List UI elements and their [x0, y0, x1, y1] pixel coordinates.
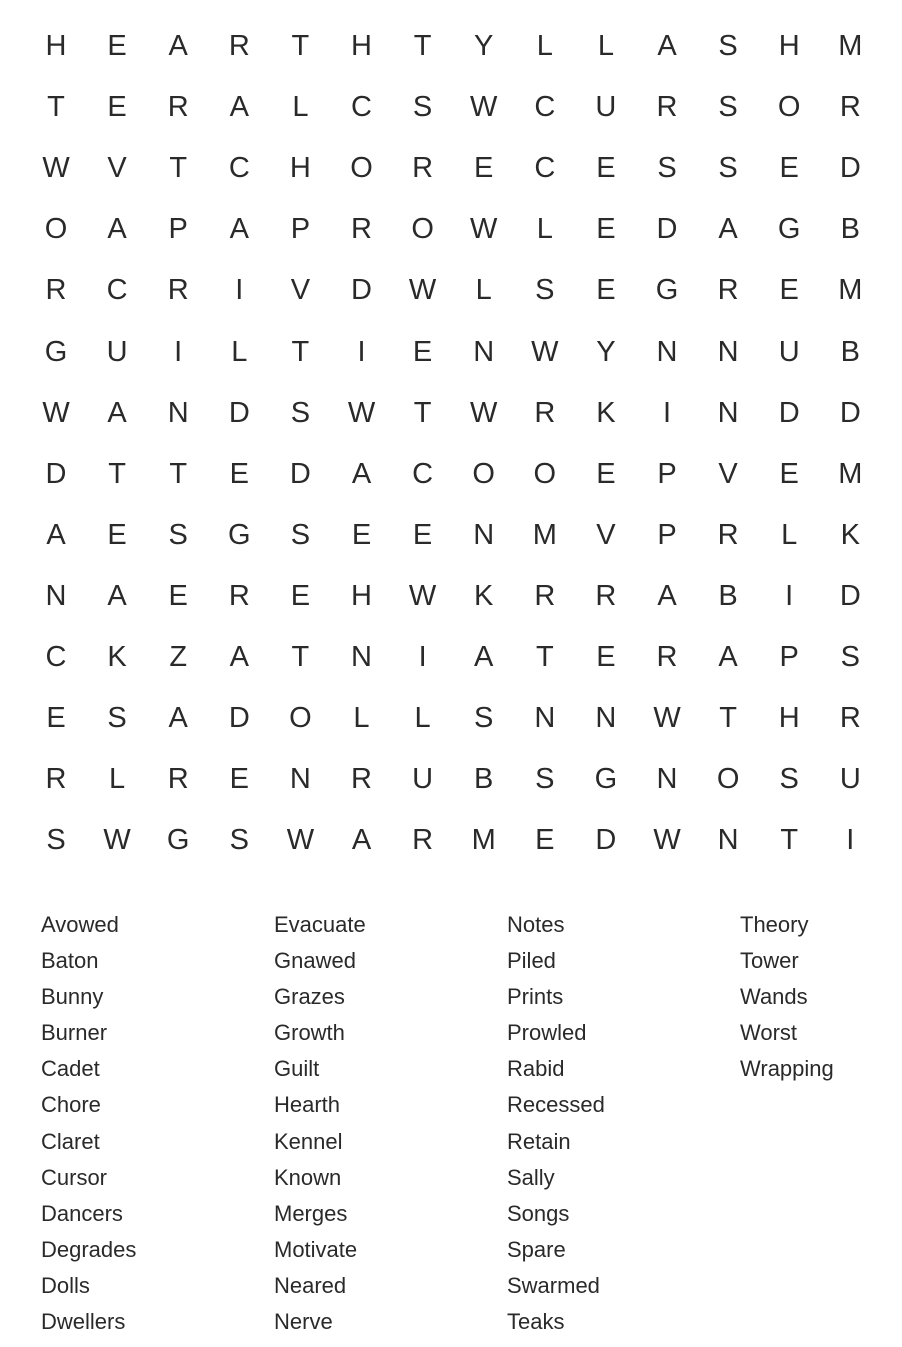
grid-cell[interactable]: W [408, 579, 437, 612]
grid-cell[interactable]: S [229, 824, 249, 857]
word-list-item: Theory [740, 912, 809, 937]
grid-cell[interactable]: E [290, 579, 311, 612]
grid-cell[interactable]: V [596, 518, 616, 551]
grid-cell[interactable]: O [411, 213, 434, 246]
grid-cell[interactable]: H [289, 152, 311, 185]
grid-cell[interactable]: R [228, 579, 250, 612]
word-list-item: Gnawed [274, 948, 356, 974]
grid-cell[interactable]: T [169, 152, 188, 185]
grid-cell[interactable]: S [718, 152, 738, 185]
grid-cell[interactable]: I [662, 396, 672, 429]
grid-cell[interactable]: A [718, 213, 738, 246]
word-list-item: Piled [507, 948, 556, 974]
grid-cell[interactable]: G [166, 824, 190, 857]
word-list-item: Evacuate [274, 912, 366, 937]
grid-cell[interactable]: Y [474, 30, 494, 62]
word-list [0, 900, 902, 1340]
grid-cell[interactable]: A [657, 30, 677, 62]
grid-cell[interactable]: S [46, 824, 66, 857]
grid-cell[interactable]: A [107, 213, 127, 246]
grid-cell[interactable]: D [839, 579, 861, 612]
grid-cell[interactable]: W [408, 274, 437, 307]
grid-cell[interactable]: A [229, 91, 249, 124]
grid-cell[interactable]: R [839, 702, 861, 735]
grid-cell[interactable]: W [42, 396, 70, 429]
grid-cell[interactable]: B [840, 335, 860, 368]
word-list-item: Wands [740, 984, 808, 1010]
grid-cell[interactable]: R [595, 579, 617, 612]
grid-cell[interactable]: R [534, 396, 556, 429]
grid-cell[interactable]: D [778, 396, 800, 429]
grid-cell[interactable]: D [839, 152, 861, 185]
word-list-item: Avowed [41, 912, 119, 937]
grid-cell[interactable]: E [779, 274, 799, 307]
grid-cell[interactable]: N [656, 763, 678, 796]
grid-cell[interactable]: D [839, 396, 861, 429]
word-list-item: Motivate [274, 1236, 358, 1262]
grid-cell[interactable]: C [106, 274, 128, 307]
word-list-item: Swarmed [507, 1272, 600, 1298]
grid-cell[interactable]: N [167, 396, 189, 429]
grid-cell[interactable]: N [717, 335, 739, 368]
grid-cell[interactable]: N [595, 702, 617, 735]
grid-cell[interactable]: E [596, 274, 616, 307]
word-list-item: Grazes [274, 984, 345, 1010]
grid-cell[interactable]: L [597, 30, 614, 62]
grid-cell[interactable]: H [351, 579, 372, 612]
word-list-item: Songs [507, 1200, 570, 1226]
grid-cell[interactable]: R [45, 274, 67, 307]
grid-cell[interactable]: O [777, 91, 801, 124]
grid-cell[interactable]: N [45, 579, 67, 612]
word-list-item: Neared [274, 1272, 347, 1298]
grid-cell[interactable]: W [347, 396, 376, 429]
grid-cell[interactable]: T [291, 641, 310, 673]
word-list-item: Claret [41, 1128, 100, 1154]
grid-cell[interactable]: G [594, 763, 618, 796]
grid-cell[interactable]: A [229, 641, 249, 673]
grid-cell[interactable]: W [653, 824, 681, 857]
grid-cell[interactable]: G [655, 274, 679, 307]
grid-cell[interactable]: P [657, 457, 677, 490]
grid-cell[interactable]: U [412, 763, 434, 796]
word-list-item: Sally [507, 1164, 555, 1190]
grid-cell[interactable]: T [535, 641, 554, 673]
grid-cell[interactable]: K [107, 641, 127, 673]
grid-cell[interactable]: C [228, 152, 250, 185]
grid-cell[interactable]: T [719, 702, 737, 735]
grid-cell[interactable]: N [656, 335, 678, 368]
grid-cell[interactable]: E [596, 457, 616, 490]
grid-cell[interactable]: L [353, 702, 370, 735]
grid-cell[interactable]: V [290, 274, 311, 307]
grid-cell[interactable]: E [596, 641, 616, 673]
grid-cell[interactable]: R [412, 152, 434, 185]
grid-cell[interactable]: S [718, 91, 738, 124]
grid-cell[interactable]: S [657, 152, 677, 185]
grid-cell[interactable]: N [717, 824, 739, 857]
grid-cell[interactable]: S [474, 702, 494, 735]
grid-cell[interactable]: L [536, 213, 553, 246]
word-list-item: Wrapping [740, 1056, 834, 1082]
word-list-item: Chore [41, 1092, 101, 1118]
grid-cell[interactable]: R [351, 763, 372, 796]
word-list-item: Guilt [274, 1056, 320, 1082]
grid-cell[interactable]: R [351, 213, 372, 246]
word-list-item: Dwellers [41, 1309, 126, 1335]
word-list-item: Cursor [41, 1164, 108, 1190]
word-list-item: Merges [274, 1200, 348, 1226]
grid-cell[interactable]: E [412, 518, 433, 551]
word-list-item: Known [274, 1164, 342, 1190]
word-list-item: Kennel [274, 1128, 343, 1154]
word-list-item: Prowled [507, 1020, 587, 1046]
grid-cell[interactable]: A [107, 396, 127, 429]
grid-cell[interactable]: L [231, 335, 248, 368]
grid-cell[interactable]: W [42, 152, 70, 185]
grid-cell[interactable]: A [229, 213, 249, 246]
grid-cell[interactable]: A [168, 30, 188, 62]
grid-cell[interactable]: U [106, 335, 128, 368]
grid-cell[interactable]: R [167, 91, 189, 124]
grid-cell[interactable]: I [846, 824, 855, 857]
grid-cell[interactable]: S [535, 763, 555, 796]
grid-cell[interactable]: O [472, 457, 495, 490]
grid-cell[interactable]: T [169, 457, 188, 490]
grid-cell[interactable]: T [108, 457, 126, 490]
grid-cell[interactable]: E [535, 824, 555, 857]
word-list-item: Hearth [274, 1092, 341, 1118]
grid-cell[interactable]: R [656, 91, 678, 124]
grid-cell[interactable]: E [229, 763, 249, 796]
grid-cell[interactable]: E [351, 518, 372, 551]
grid-cell[interactable]: A [351, 457, 372, 490]
grid-cell[interactable]: S [779, 763, 799, 796]
grid-cell[interactable]: P [290, 213, 311, 246]
grid-cell[interactable]: E [107, 91, 127, 124]
grid-cell[interactable]: K [474, 579, 494, 612]
grid-cell[interactable]: A [657, 579, 677, 612]
grid-cell[interactable]: E [596, 213, 616, 246]
grid-cell[interactable]: L [475, 274, 492, 307]
grid-cell[interactable]: U [595, 91, 617, 124]
grid-cell[interactable]: L [781, 518, 798, 551]
grid-cell[interactable]: E [229, 457, 249, 490]
grid-cell[interactable]: B [474, 763, 494, 796]
grid-cell[interactable]: H [45, 30, 67, 62]
word-list-item: Rabid [507, 1056, 565, 1082]
grid-cell[interactable]: N [534, 702, 556, 735]
grid-cell[interactable]: H [351, 30, 372, 62]
grid-cell[interactable]: E [474, 152, 494, 185]
grid-cell[interactable]: D [289, 457, 311, 490]
grid-cell[interactable]: W [470, 213, 498, 246]
grid-cell[interactable]: M [532, 518, 557, 551]
grid-cell[interactable]: E [779, 457, 799, 490]
grid-cell[interactable]: M [838, 274, 863, 307]
word-list-item: Cadet [41, 1056, 100, 1082]
grid-cell[interactable]: S [107, 702, 127, 735]
word-column [41, 910, 261, 1343]
grid-cell[interactable]: G [44, 335, 68, 368]
grid-cell[interactable]: P [168, 213, 188, 246]
grid-cell[interactable]: D [595, 824, 617, 857]
grid-cell[interactable]: C [351, 91, 372, 124]
grid-cell[interactable]: C [534, 152, 556, 185]
word-list-item: Degrades [41, 1236, 137, 1262]
grid-cell[interactable]: N [351, 641, 372, 673]
grid-cell[interactable]: U [839, 763, 861, 796]
grid-cell[interactable]: K [840, 518, 860, 551]
word-list-item: Dancers [41, 1200, 123, 1226]
grid-cell[interactable]: P [779, 641, 799, 673]
grid-cell[interactable]: W [531, 335, 559, 368]
grid-cell[interactable]: A [718, 641, 738, 673]
grid-cell[interactable]: P [657, 518, 677, 551]
grid-cell[interactable]: T [291, 335, 310, 368]
grid-cell[interactable]: I [357, 335, 366, 368]
grid-cell[interactable]: A [474, 641, 494, 673]
word-column [274, 910, 494, 1343]
grid-cell[interactable]: I [174, 335, 183, 368]
grid-cell[interactable]: R [228, 30, 250, 62]
word-list-item: Spare [507, 1236, 566, 1262]
grid-cell[interactable]: N [473, 518, 495, 551]
grid-cell[interactable]: S [535, 274, 555, 307]
grid-cell[interactable]: S [840, 641, 860, 673]
grid-cell[interactable]: T [291, 30, 310, 62]
grid-cell[interactable]: T [413, 30, 432, 62]
grid-cell[interactable]: Y [596, 335, 616, 368]
grid-cell[interactable]: N [289, 763, 311, 796]
grid-cell[interactable]: L [109, 763, 126, 796]
grid-cell[interactable]: W [286, 824, 315, 857]
grid-cell[interactable]: R [167, 763, 189, 796]
grid-cell[interactable]: S [290, 396, 311, 429]
grid-cell[interactable]: O [289, 702, 312, 735]
grid-cell[interactable]: E [596, 152, 616, 185]
grid-cell[interactable]: C [534, 91, 556, 124]
word-list-item: Baton [41, 948, 99, 974]
grid-cell[interactable]: E [412, 335, 433, 368]
grid-cell[interactable]: U [778, 335, 800, 368]
grid-cell[interactable]: I [418, 641, 427, 673]
grid-cell[interactable]: R [45, 763, 67, 796]
grid-cell[interactable]: S [168, 518, 188, 551]
grid-cell[interactable]: M [471, 824, 496, 857]
grid-cell[interactable]: R [534, 579, 556, 612]
grid-cell[interactable]: N [717, 396, 739, 429]
grid-cell[interactable]: N [473, 335, 495, 368]
grid-cell[interactable]: V [107, 152, 127, 185]
word-column [740, 910, 902, 1090]
word-list-item: Notes [507, 912, 565, 937]
grid-cell[interactable]: E [107, 518, 127, 551]
grid-cell[interactable]: A [46, 518, 66, 551]
grid-cell[interactable]: C [412, 457, 434, 490]
word-list-item: Growth [274, 1020, 345, 1046]
grid-cell[interactable]: H [778, 30, 800, 62]
grid-cell[interactable]: H [778, 702, 800, 735]
grid-cell[interactable]: R [717, 274, 739, 307]
grid-cell[interactable]: A [107, 579, 127, 612]
grid-cell[interactable]: M [838, 457, 863, 490]
word-list-item: Recessed [507, 1092, 605, 1118]
grid-cell[interactable]: T [780, 824, 799, 857]
grid-cell[interactable]: T [413, 396, 432, 429]
grid-cell[interactable]: R [839, 91, 861, 124]
grid-cell[interactable]: R [167, 274, 189, 307]
grid-cell[interactable]: E [46, 702, 66, 735]
grid-cell[interactable]: O [533, 457, 557, 490]
grid-cell[interactable]: D [228, 702, 250, 735]
word-list-item: Bunny [41, 984, 104, 1010]
grid-cell[interactable]: C [45, 641, 67, 673]
grid-cell[interactable]: K [596, 396, 616, 429]
grid-cell[interactable]: W [103, 824, 131, 857]
grid-cell[interactable]: O [716, 763, 740, 796]
grid-cell[interactable]: B [840, 213, 860, 246]
grid-cell[interactable]: R [412, 824, 434, 857]
word-list-item: Worst [740, 1020, 798, 1046]
grid-cell[interactable]: I [785, 579, 794, 612]
grid-cell[interactable]: S [412, 91, 433, 124]
grid-cell[interactable]: G [777, 213, 801, 246]
grid-cell[interactable]: G [228, 518, 251, 551]
grid-cell[interactable]: O [350, 152, 373, 185]
word-list-item: Retain [507, 1128, 571, 1154]
word-list-item: Prints [507, 984, 564, 1010]
grid-cell[interactable]: R [656, 641, 678, 673]
grid-cell[interactable]: E [779, 152, 799, 185]
word-list-item: Teaks [507, 1309, 565, 1335]
word-list-item: Burner [41, 1020, 108, 1046]
grid-cell[interactable]: S [290, 518, 311, 551]
grid-cell[interactable]: O [44, 213, 68, 246]
grid-cell[interactable]: E [107, 30, 127, 62]
grid-cell[interactable]: Z [169, 641, 188, 673]
grid-cell[interactable]: W [653, 702, 681, 735]
grid-cell[interactable]: T [47, 91, 65, 124]
grid-cell[interactable]: L [414, 702, 431, 735]
grid-cell[interactable]: I [235, 274, 244, 307]
grid-cell[interactable]: D [228, 396, 250, 429]
grid-cell[interactable]: S [718, 30, 738, 62]
grid-cell[interactable]: M [838, 30, 863, 62]
grid-cell[interactable]: V [718, 457, 738, 490]
grid-cell[interactable]: B [718, 579, 738, 612]
grid-cell[interactable]: A [351, 824, 372, 857]
grid-cell[interactable]: R [717, 518, 739, 551]
grid-cell[interactable]: A [168, 702, 188, 735]
grid-cell[interactable]: D [351, 274, 372, 307]
word-list-item: Dolls [41, 1272, 90, 1298]
word-list-item: Nerve [274, 1309, 333, 1335]
grid-cell[interactable]: E [168, 579, 188, 612]
word-column [507, 910, 727, 1343]
grid-cell[interactable]: L [536, 30, 553, 62]
grid-cell[interactable]: W [470, 91, 498, 124]
grid-cell[interactable]: W [470, 396, 498, 429]
grid-cell[interactable]: L [292, 91, 309, 124]
word-list-item: Tower [740, 948, 799, 974]
grid-cell[interactable]: D [656, 213, 678, 246]
grid-cell[interactable]: D [45, 457, 67, 490]
